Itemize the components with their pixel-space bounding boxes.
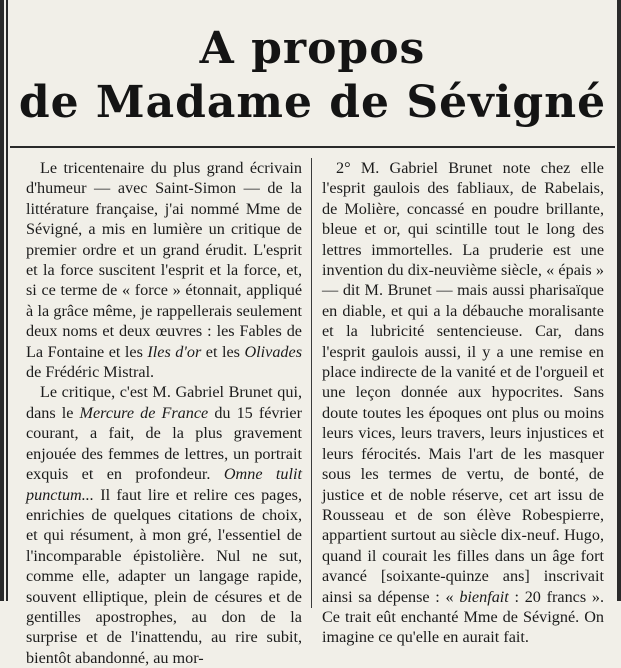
italic-quote: Omne tulit punctum... [26,465,302,504]
page-border-right [617,0,621,601]
headline-line-2: de Madame de Sévigné [18,77,607,128]
column-divider [311,158,312,608]
headline-divider [10,146,615,148]
paragraph [26,382,302,668]
article-column-right [322,158,604,648]
article-headline [10,22,615,130]
italic-title: Mercure de France [79,403,209,422]
paragraph-text: Le critique, c'est M. Gabriel Brunet qui, dans le [26,383,302,422]
paragraph [322,158,604,648]
italic-title: Olivades [244,342,302,361]
paragraph-text: de Frédéric Mistral. [26,363,155,382]
article-column-left [26,158,302,668]
paragraph-text: 2° M. Gabriel Brunet note chez elle l'esprit gaulois des fabliaux, de Rabelais, de Molière, concassé en poudre brillante, bleue et or, qui scintille tout le long des lettres immortelles. La pruderie est une invention du dix-neuvième siècle, « épais » — dit M. Brunet — mais aussi pharisaïque en diable, et qui a la débauche moralisante et la lubricité sentencieuse. Car, dans l'esprit gaulois aussi, il y a une remise en place indirecte de la vanité et de l'orgueil et une leçon donnée aux hypocrites. Sans doute toutes les époques ont plus ou moins leurs vices, leurs travers, leurs injustices et leurs férocités. Mais l'art de les masquer sous les termes de vertu, de bonté, de justice et de noble réserve, cet art issu de Rousseau et de son élève Robespierre, appartient surtout au siècle dix-neuf. Hugo, quand il courait les filles dans un âge fort avancé [soixante-quinze ans] inscrivait ainsi sa dépense : « [322,159,604,606]
paragraph-text: : 20 francs ». Ce trait eût enchanté Mme de Sévigné. On imagine ce qu'elle en aurait fait. [322,587,604,647]
italic-title: Iles d'or [147,342,202,361]
paragraph-text: Il faut lire et relire ces pages, enrichies de quelques citations de choix, et qui résument, à mon gré, l'essentiel de l'incomparable épistolière. Nul ne sut, comme elle, adapter un langage rapide, souvent elliptique, plein de césures et de gentilles apostrophes, au don de la surprise et de l'inattendu, au rire subit, bientôt abandonné, au mor- [26,485,302,667]
paragraph-text: du 15 février courant, a fait, de la plus gravement enjouée des femmes de lettres, un portrait exquis et en profondeur. [26,403,302,484]
headline-line-1: A propos [199,23,426,74]
italic-word: bienfait [459,587,509,606]
paragraph-text: et les [201,342,245,361]
page-border-left [0,0,10,601]
paragraph [26,158,302,382]
paragraph-text: Le tricentenaire du plus grand écrivain d'humeur — avec Saint-Simon — de la littérature française, j'ai nommé Mme de Sévigné, a mis en lumière un critique de premier ordre et un grand érudit. L'esprit et la force suscitent l'esprit et la force, et, si ce terme de « force » étonnait, appliqué à la grâce même, je rappellerais seulement deux noms et deux œuvres : les Fables de La Fontaine et les [26,159,302,361]
